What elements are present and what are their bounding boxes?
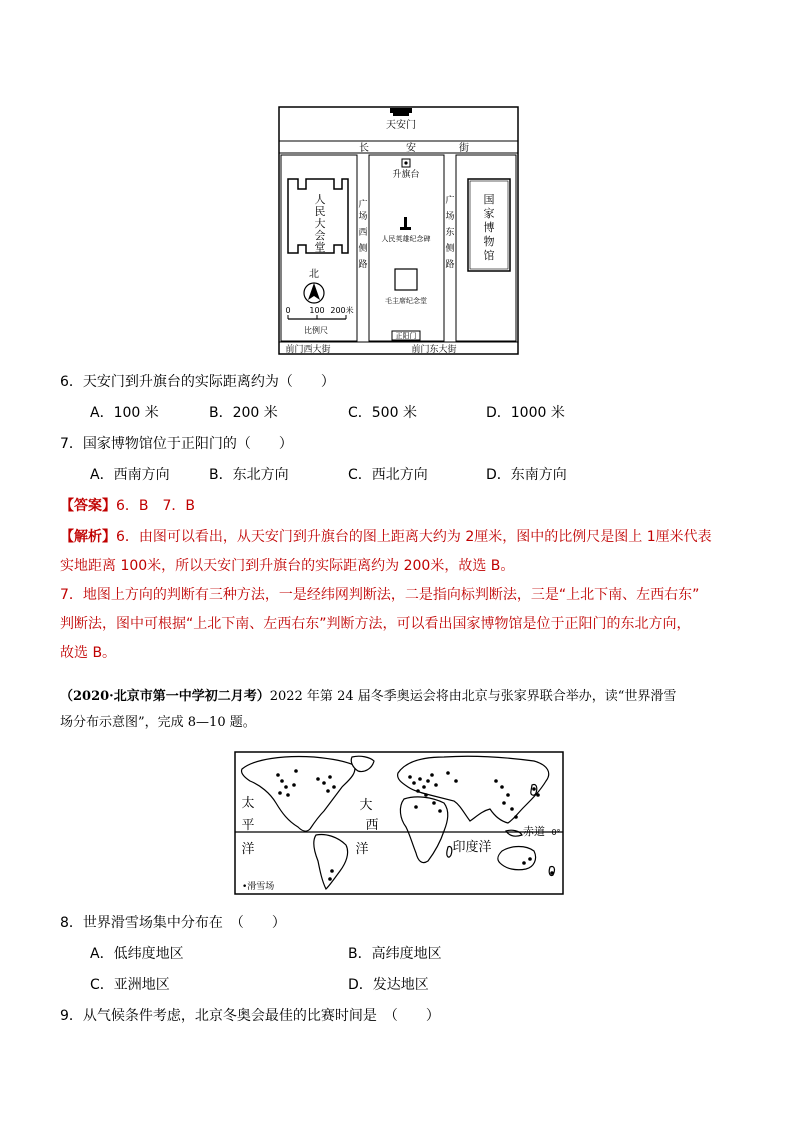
analysis-block [60, 523, 760, 668]
west-road-char-4: 侧 [358, 244, 368, 254]
tiananmen-label: 天安门 [386, 120, 416, 131]
hall-char-4: 会 [314, 229, 326, 242]
analysis-p2-line2: 判断法，图中可根据“上北下南、左西右东”判断方法，可以看出国家博物馆是位于正阳门的东北方向， [60, 616, 691, 632]
scale-tick-100: 100 [309, 306, 325, 315]
east-road-char-2: 场 [445, 212, 455, 222]
pacific-char-3: 洋 [241, 842, 255, 857]
mausoleum-building [395, 269, 417, 290]
q6-option-d: D．1000 米 [486, 405, 565, 421]
atlantic-char-3: 洋 [355, 842, 369, 857]
question-7-stem: 7．国家博物馆位于正阳门的（ ） [60, 436, 293, 452]
q6-option-c: C．500 米 [348, 405, 417, 421]
west-road-char-2: 场 [358, 212, 368, 222]
q6-option-b: B．200 米 [209, 405, 278, 421]
pacific-char-2: 平 [241, 818, 255, 833]
answer-label: 【答案】 [60, 498, 116, 514]
world-ski-resort-map [234, 751, 564, 895]
east-road-char-5: 路 [445, 260, 455, 270]
museum-char-2: 家 [483, 207, 495, 220]
answer-line [60, 496, 195, 516]
question-9-stem: 9．从气候条件考虑，北京冬奥会最佳的比赛时间是 （ ） [60, 1008, 440, 1024]
source-paragraph [60, 684, 760, 736]
flag-label: 升旗台 [392, 170, 420, 180]
q7-option-b: B．东北方向 [209, 467, 289, 483]
analysis-p2-line1: 7．地图上方向的判断有三种方法，一是经纬网判断法，二是指向标判断法，三是“上北下南、左西右东” [60, 587, 700, 603]
question-8-stem: 8．世界滑雪场集中分布在 （ ） [60, 915, 286, 931]
qianmen-east-label: 前门东大街 [411, 345, 457, 355]
q6-option-a: A．100 米 [90, 405, 159, 421]
analysis-label: 【解析】 [60, 529, 116, 545]
hall-char-5: 堂 [314, 241, 326, 254]
flag-platform-icon [402, 159, 410, 167]
atlantic-char-2: 西 [365, 818, 379, 833]
analysis-p1-line1: 6．由图可以看出，从天安门到升旗台的图上距离大约为 2厘米，图中的比例尺是图上 1厘米代表 [116, 529, 712, 545]
question-6-stem: 6．天安门到升旗台的实际距离约为（ ） [60, 374, 335, 390]
west-road-char-3: 西 [358, 228, 368, 238]
analysis-p1-line2: 实地距离 100米，所以天安门到升旗台的实际距离约为 200米，故选 B。 [60, 558, 515, 574]
analysis-p2-line3: 故选 B。 [60, 645, 117, 661]
changan-char-3: 街 [459, 143, 469, 154]
scale-tick-200: 200米 [330, 306, 354, 315]
museum-char-3: 博 [483, 221, 495, 234]
pacific-char-1: 太 [241, 796, 255, 811]
answer-text: 6．B 7．B [116, 498, 196, 514]
north-label: 北 [309, 269, 319, 280]
zhengyangmen-label: 正阳门 [395, 332, 417, 340]
scale-tick-0: 0 [285, 306, 291, 315]
museum-char-4: 物 [483, 235, 495, 248]
q8-option-a: A．低纬度地区 [90, 946, 184, 962]
q8-option-b: B．高纬度地区 [348, 946, 442, 962]
equator-label: 赤道 [523, 825, 545, 838]
east-road-char-1: 广 [445, 196, 455, 206]
north-arrow-icon [304, 283, 324, 303]
source-line1: 2022 年第 24 届冬季奥运会将由北京与张家界联合举办，读“世界滑雪 [269, 689, 677, 704]
q7-option-a: A．西南方向 [90, 467, 170, 483]
monument-label: 人民英雄纪念碑 [381, 235, 431, 243]
changan-char-2: 安 [406, 143, 416, 154]
qianmen-west-label: 前门西大街 [285, 345, 331, 355]
equator-degree: 0° [551, 828, 561, 837]
q7-option-d: D．东南方向 [486, 467, 567, 483]
west-road-char-5: 路 [358, 260, 368, 270]
indian-ocean-label: 印度洋 [452, 840, 492, 855]
changan-char-1: 长 [359, 143, 369, 154]
hall-char-1: 人 [314, 193, 326, 206]
mausoleum-label: 毛主席纪念堂 [385, 297, 427, 305]
atlantic-char-1: 大 [359, 798, 373, 813]
hall-char-3: 大 [314, 217, 326, 230]
source-line2: 场分布示意图”，完成 8—10 题。 [60, 715, 256, 730]
q8-option-c: C．亚洲地区 [90, 977, 170, 993]
tiananmen-square-map [276, 95, 522, 357]
ski-legend: •滑雪场 [242, 882, 275, 892]
hall-char-2: 民 [314, 205, 326, 218]
source-tag: （2020·北京市第一中学初二月考） [60, 689, 270, 704]
east-road-char-4: 侧 [445, 244, 455, 254]
q7-option-c: C．西北方向 [348, 467, 428, 483]
q8-option-d: D．发达地区 [348, 977, 429, 993]
scale-label: 比例尺 [304, 326, 328, 335]
west-road-char-1: 广 [358, 200, 368, 210]
museum-char-1: 国 [483, 193, 495, 206]
east-road-char-3: 东 [445, 228, 455, 238]
tiananmen-gate-icon [390, 108, 412, 116]
museum-char-5: 馆 [483, 249, 495, 262]
